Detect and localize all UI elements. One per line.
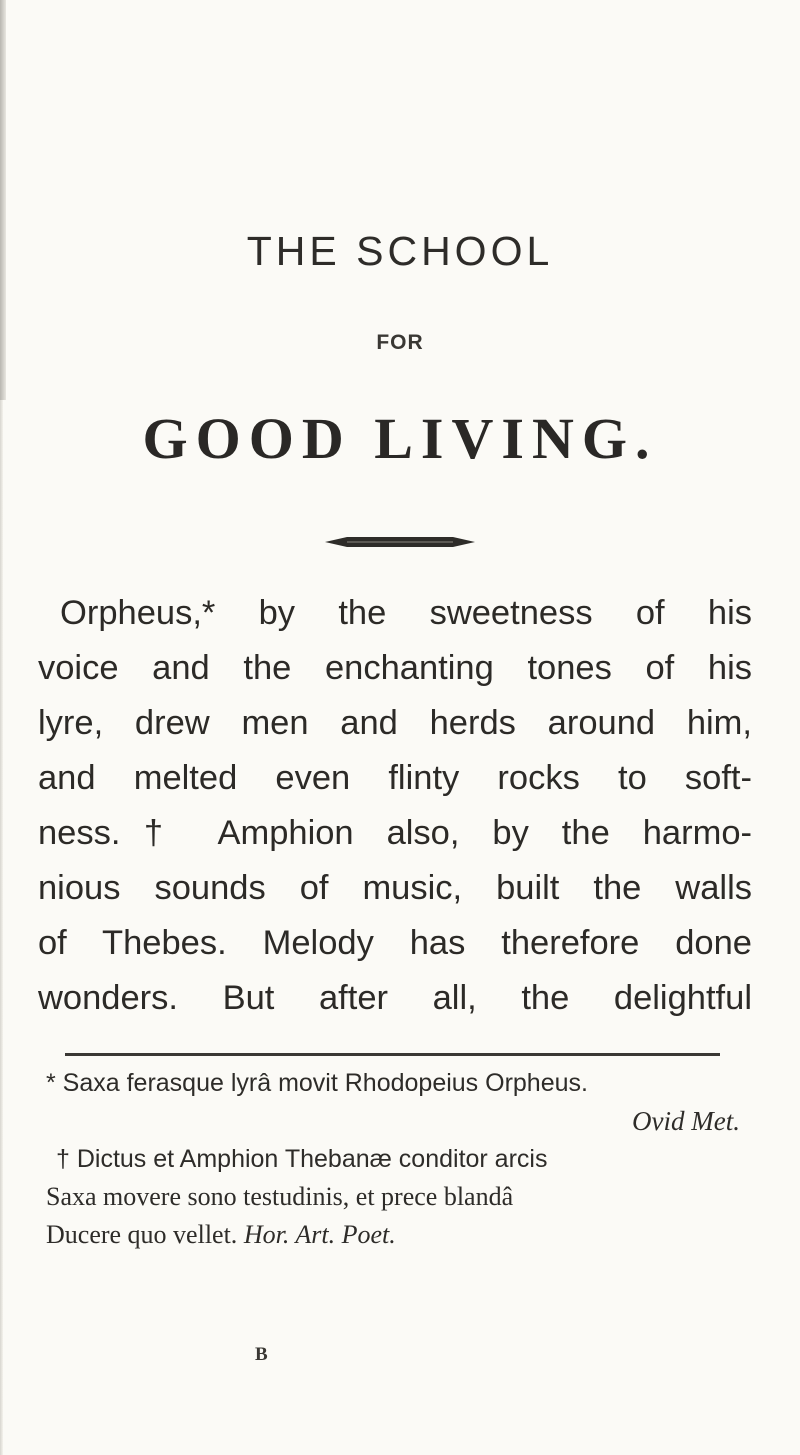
printer-signature-mark: B bbox=[255, 1344, 268, 1365]
body-line: of Thebes. Melody has therefore done bbox=[38, 924, 752, 962]
body-line: lyre, drew men and herds around him, bbox=[38, 704, 752, 742]
footnote-2-source: Hor. Art. Poet. bbox=[243, 1220, 396, 1249]
footnote-2-line-2: Saxa movere sono testudinis, et prece blandâ bbox=[46, 1182, 514, 1211]
title-for: FOR bbox=[376, 331, 424, 354]
footnote-2-line-1: † Dictus et Amphion Thebanæ conditor arcis bbox=[56, 1145, 548, 1173]
footnote-2-line-3 bbox=[46, 1216, 746, 1254]
footnote-1-source: Ovid Met. bbox=[632, 1106, 740, 1136]
footnote-2-line-3-text: Ducere quo vellet. bbox=[46, 1220, 238, 1249]
title-the-school: THE SCHOOL bbox=[246, 228, 554, 274]
title-good-living: GOOD LIVING. bbox=[142, 406, 658, 471]
body-line: nious sounds of music, built the walls bbox=[38, 869, 752, 907]
page-gutter-shadow-lower bbox=[0, 400, 3, 1455]
body-line: ness.† Amphion also, by the harmo- bbox=[38, 814, 752, 852]
body-line: and melted even flinty rocks to soft- bbox=[38, 759, 752, 797]
ornamental-rule bbox=[325, 536, 475, 548]
body-line: wonders. But after all, the delightful bbox=[38, 979, 752, 1017]
body-line: voice and the enchanting tones of his bbox=[38, 649, 752, 687]
body-line: Orpheus,* by the sweetness of his bbox=[60, 594, 752, 632]
footnotes bbox=[46, 1064, 746, 1254]
footnote-1-text: * Saxa ferasque lyrâ movit Rhodopeius Orpheus. bbox=[46, 1069, 588, 1097]
body-paragraph bbox=[38, 586, 752, 1026]
footnote-separator bbox=[65, 1053, 720, 1056]
